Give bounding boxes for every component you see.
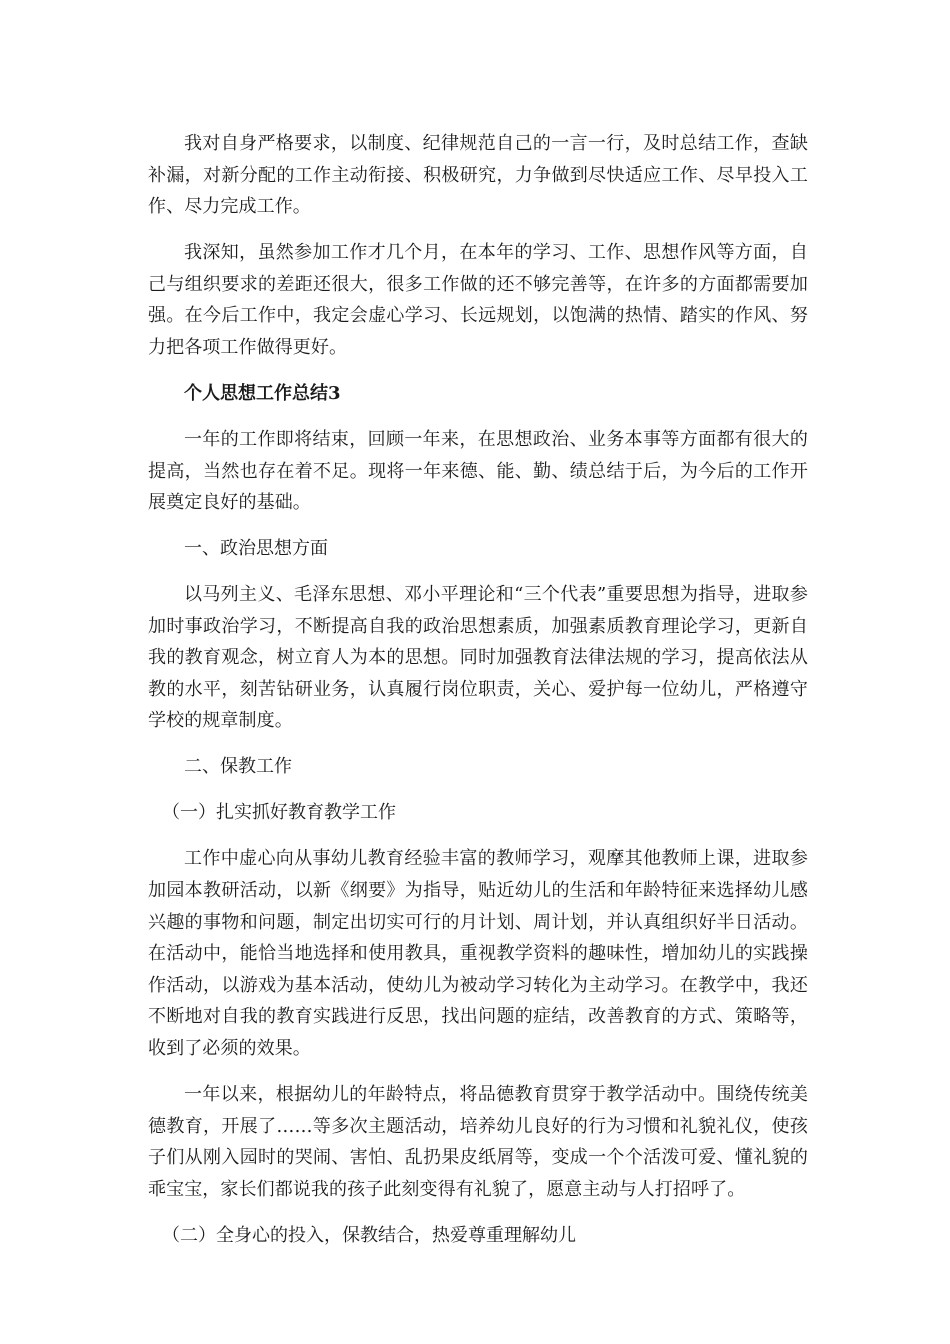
paragraph-self-discipline: 我对自身严格要求，以制度、纪律规范自己的一言一行，及时总结工作，查缺补漏，对新分配的工作主动衔接、积极研究，力争做到尽快适应工作、尽早投入工作、尽力完成工作。 bbox=[148, 133, 808, 218]
heading-full-dedication: （二）全身心的投入，保教结合，热爱尊重理解幼儿 bbox=[162, 1224, 576, 1246]
paragraph-teaching-work: 工作中虚心向从事幼儿教育经验丰富的教师学习，观摩其他教师上课，进取参加园本教研活动，以新《纲要》为指导，贴近幼儿的生活和年龄特征来选择幼儿感兴趣的事物和问题，制定出切实可行的月计划、周计划，并认真组织好半日活动。在活动中，能恰当地选择和使用教具，重视教学资料的趣味性，增加幼儿的实践操作活动，以游戏为基本活动，使幼儿为被动学习转化为主动学习。在教学中，我还不断地对自我的教育实践进行反思，找出问题的症结，改善教育的方式、策略等，收到了必须的效果。 bbox=[148, 848, 808, 1059]
paragraph-political-thought: 以马列主义、毛泽东思想、邓小平理论和“三个代表”重要思想为指导，进取参加时事政治学习，不断提高自我的政治思想素质，加强素质教育理论学习，更新自我的教育观念，树立育人为本的思想。同时加强教育法律法规的学习，提高依法从教的水平，刻苦钻研业务，认真履行岗位职责，关心、爱护每一位幼儿，严格遵守学校的规章制度。 bbox=[148, 584, 808, 732]
heading-teaching-work: （一）扎实抓好教育教学工作 bbox=[162, 802, 396, 824]
paragraph-self-awareness: 我深知，虽然参加工作才几个月，在本年的学习、工作、思想作风等方面，自己与组织要求的差距还很大，很多工作做的还不够完善等，在许多的方面都需要加强。在今后工作中，我定会虚心学习、长远规划，以饱满的热情、踏实的作风、努力把各项工作做得更好。 bbox=[148, 242, 808, 358]
section-title: 个人思想工作总结3 bbox=[184, 382, 341, 404]
document-body bbox=[148, 128, 808, 1266]
heading-care-education: 二、保教工作 bbox=[184, 756, 292, 778]
heading-political-thought: 一、政治思想方面 bbox=[184, 538, 328, 560]
paragraph-year-review: 一年的工作即将结束，回顾一年来，在思想政治、业务本事等方面都有很大的提高，当然也存在着不足。现将一年来德、能、勤、绩总结于后，为今后的工作开展奠定良好的基础。 bbox=[148, 428, 808, 514]
paragraph-moral-education: 一年以来，根据幼儿的年龄特点，将品德教育贯穿于教学活动中。围绕传统美德教育，开展了……等多次主题活动，培养幼儿良好的行为习惯和礼貌礼仪，使孩子们从刚入园时的哭闹、害怕、乱扔果皮纸屑等，变成一个个活泼可爱、懂礼貌的乖宝宝，家长们都说我的孩子此刻变得有礼貌了，愿意主动与人打招呼了。 bbox=[148, 1083, 808, 1200]
